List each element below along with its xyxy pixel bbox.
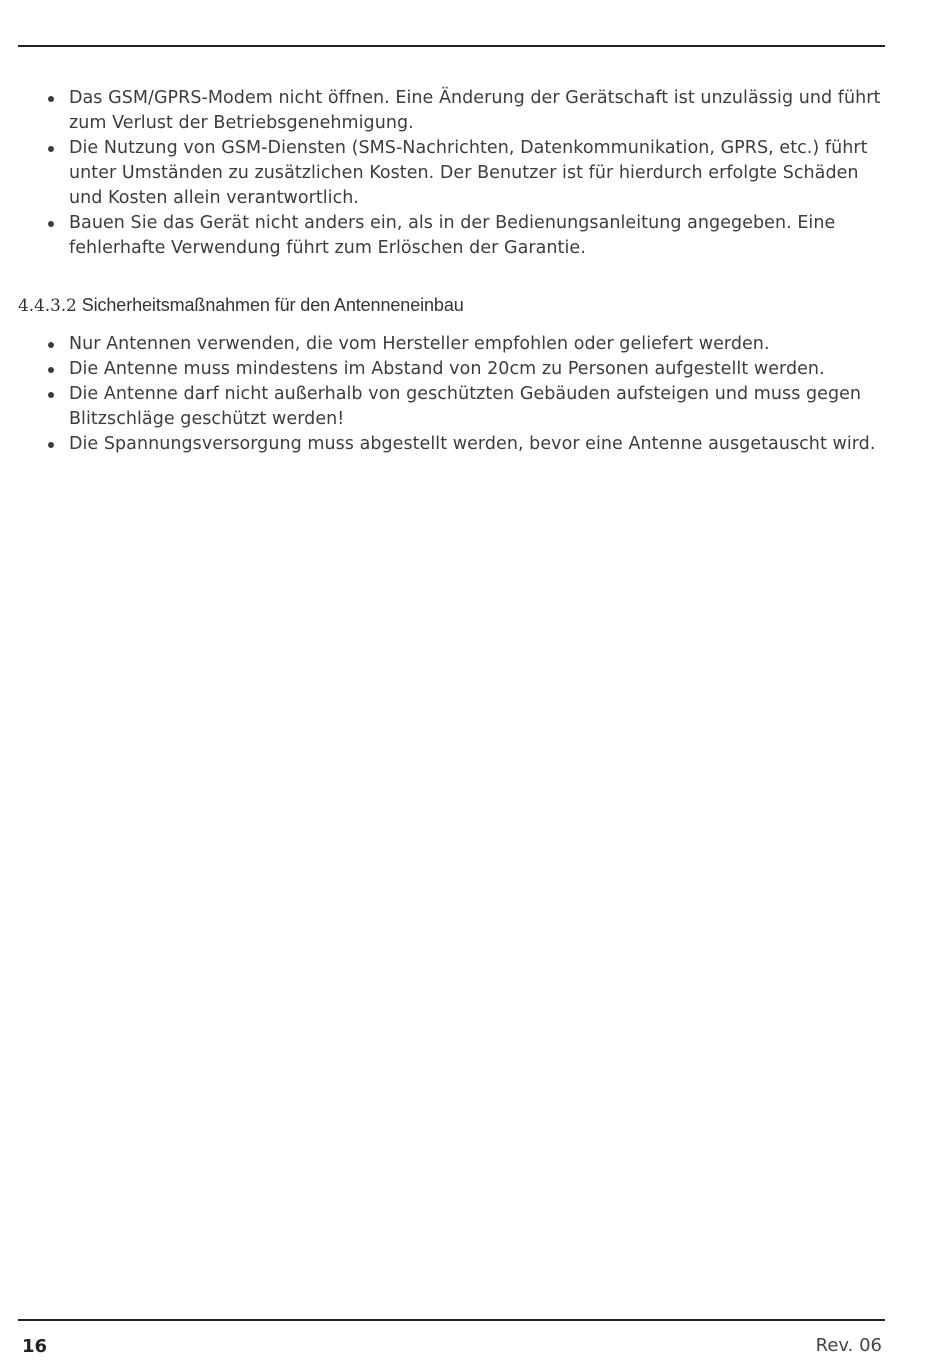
header-rule (18, 45, 885, 47)
bullet-icon (48, 342, 54, 348)
bullet-icon (48, 392, 54, 398)
list-item-text: Die Spannungsversorgung muss abgestellt werden, bevor eine Antenne ausgetauscht wird. (69, 434, 876, 454)
bullet-icon (48, 221, 54, 227)
bullet-icon (48, 367, 54, 373)
list-item (18, 357, 888, 382)
list-item (18, 382, 888, 432)
list-item (18, 332, 888, 357)
bullet-icon (48, 146, 54, 152)
list-item-text: Die Antenne muss mindestens im Abstand von 20cm zu Personen aufgestellt werden. (69, 359, 825, 379)
list-item-text: Bauen Sie das Gerät nicht anders ein, als in der Bedienungsanleitung angegeben. Eine fehlerhafte Verwendung führt zum Erlöschen der Garantie. (69, 213, 836, 258)
list-item-text: Nur Antennen verwenden, die vom Hersteller empfohlen oder geliefert werden. (69, 334, 770, 354)
list-item-text: Die Nutzung von GSM-Diensten (SMS-Nachrichten, Datenkommunikation, GPRS, etc.) führt unter Umständen zu zusätzlichen Kosten. Der Benutzer ist für hierdurch erfolgte Schäden und Kosten allein verantwortlich. (69, 138, 868, 208)
list-item (18, 136, 888, 211)
section-title: Sicherheitsmaßnahmen für den Antenneneinbau (81, 295, 464, 315)
section-heading (18, 292, 888, 319)
list-item-text: Das GSM/GPRS-Modem nicht öffnen. Eine Änderung der Gerätschaft ist unzulässig und führt zum Verlust der Betriebsgenehmigung. (69, 88, 881, 133)
page-content (18, 86, 888, 457)
list-item (18, 86, 888, 136)
bullet-icon (48, 442, 54, 448)
list-item (18, 432, 888, 457)
page-number: 16 (22, 1336, 48, 1357)
safety-list-general (18, 86, 888, 261)
revision-label: Rev. 06 (815, 1335, 882, 1356)
bullet-icon (48, 96, 54, 102)
list-item (18, 211, 888, 261)
list-item-text: Die Antenne darf nicht außerhalb von geschützten Gebäuden aufsteigen und muss gegen Blitzschläge geschützt werden! (69, 384, 862, 429)
footer-rule (18, 1319, 885, 1321)
section-number: 4.4.3.2 (18, 296, 77, 316)
safety-list-antenna (18, 332, 888, 457)
